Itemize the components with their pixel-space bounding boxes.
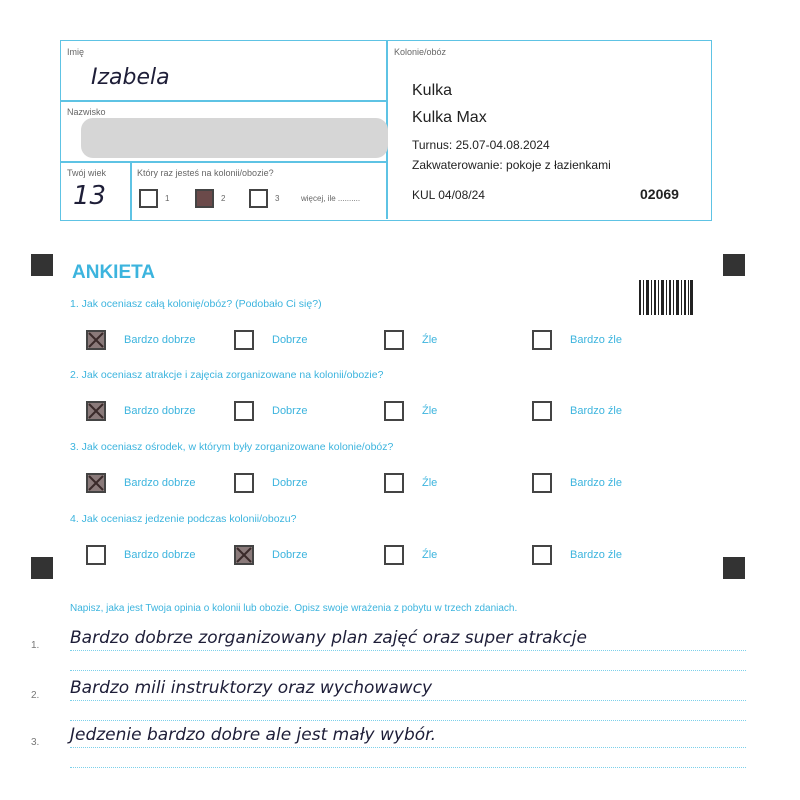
question-2-checkbox[interactable] — [86, 401, 106, 421]
question-1-checkbox[interactable] — [86, 330, 106, 350]
question-4-checkbox[interactable] — [532, 545, 552, 565]
surname-redaction — [81, 118, 388, 158]
times-checkbox-2[interactable] — [195, 189, 214, 208]
writing-line — [70, 720, 746, 721]
question-2-checkbox[interactable] — [384, 401, 404, 421]
camp-code: KUL 04/08/24 — [412, 188, 485, 202]
survey-title: ANKIETA — [72, 262, 156, 283]
question-3-option-label: Bardzo dobrze — [124, 477, 196, 489]
turnus-text: Turnus: 25.07-04.08.2024 — [412, 138, 550, 152]
times-option-2: 2 — [221, 194, 226, 203]
question-1-option-label: Dobrze — [272, 334, 308, 346]
writing-line — [70, 747, 746, 748]
question-1-checkbox[interactable] — [532, 330, 552, 350]
times-checkbox-3[interactable] — [249, 189, 268, 208]
surname-label: Nazwisko — [67, 107, 106, 117]
question-1-checkbox[interactable] — [234, 330, 254, 350]
registration-mark — [31, 254, 53, 276]
opinion-line-number: 2. — [31, 690, 40, 701]
question-2-checkbox[interactable] — [234, 401, 254, 421]
question-3-checkbox[interactable] — [86, 473, 106, 493]
question-3-checkbox[interactable] — [532, 473, 552, 493]
writing-line — [70, 650, 746, 651]
question-4-option-label: Bardzo dobrze — [124, 549, 196, 561]
question-4-option-label: Bardzo źle — [570, 549, 622, 561]
question-3-option-label: Dobrze — [272, 477, 308, 489]
age-value[interactable]: 13 — [73, 181, 107, 211]
times-option-1: 1 — [165, 194, 170, 203]
header-form — [60, 40, 712, 221]
opinion-line-text[interactable]: Jedzenie bardzo dobre ale jest mały wybór. — [70, 725, 436, 745]
question-3-checkbox[interactable] — [384, 473, 404, 493]
question-4-checkbox[interactable] — [384, 545, 404, 565]
writing-line — [70, 670, 746, 671]
name-value[interactable]: Izabela — [91, 65, 170, 90]
question-2-option-label: Źle — [422, 405, 438, 417]
question-1-checkbox[interactable] — [384, 330, 404, 350]
opinion-prompt: Napisz, jaka jest Twoja opinia o kolonii lub obozie. Opisz swoje wrażenia z pobytu w trzech zdaniach. — [70, 603, 518, 614]
question-4-option-label: Źle — [422, 549, 438, 561]
camp-label: Kolonie/obóz — [394, 47, 447, 57]
question-4-text: 4. Jak oceniasz jedzenie podczas kolonii/obozu? — [70, 513, 297, 525]
camp-subname: Kulka Max — [412, 109, 487, 126]
accommodation-text: Zakwaterowanie: pokoje z łazienkami — [412, 158, 611, 172]
name-label: Imię — [67, 47, 85, 57]
age-label: Twój wiek — [67, 168, 107, 178]
check-mark-icon — [88, 403, 104, 419]
writing-line — [70, 767, 746, 768]
question-2-option-label: Dobrze — [272, 405, 308, 417]
times-checkbox-1[interactable] — [139, 189, 158, 208]
question-2-option-label: Bardzo źle — [570, 405, 622, 417]
question-2-checkbox[interactable] — [532, 401, 552, 421]
question-3-option-label: Bardzo źle — [570, 477, 622, 489]
registration-mark — [723, 557, 745, 579]
registration-mark — [723, 254, 745, 276]
question-4-option-label: Dobrze — [272, 549, 308, 561]
question-1-option-label: Bardzo dobrze — [124, 334, 196, 346]
question-2-option-label: Bardzo dobrze — [124, 405, 196, 417]
question-1-option-label: Bardzo źle — [570, 334, 622, 346]
times-option-3: 3 — [275, 194, 280, 203]
opinion-line-text[interactable]: Bardzo mili instruktorzy oraz wychowawcy — [70, 678, 433, 698]
opinion-line-text[interactable]: Bardzo dobrze zorganizowany plan zajęć oraz super atrakcje — [70, 628, 587, 648]
question-3-text: 3. Jak oceniasz ośrodek, w którym były zorganizowane kolonie/obóz? — [70, 441, 394, 453]
opinion-line-number: 1. — [31, 640, 40, 651]
question-4-checkbox[interactable] — [86, 545, 106, 565]
times-label: Który raz jesteś na kolonii/obozie? — [137, 168, 274, 178]
writing-line — [70, 700, 746, 701]
question-3-checkbox[interactable] — [234, 473, 254, 493]
question-2-text: 2. Jak oceniasz atrakcje i zajęcia zorganizowane na kolonii/obozie? — [70, 369, 384, 381]
question-1-text: 1. Jak oceniasz całą kolonię/obóz? (Podobało Ci się?) — [70, 298, 322, 310]
opinion-line-number: 3. — [31, 737, 40, 748]
question-3-option-label: Źle — [422, 477, 438, 489]
question-1-option-label: Źle — [422, 334, 438, 346]
barcode — [639, 280, 693, 315]
check-mark-icon — [88, 475, 104, 491]
question-4-checkbox[interactable] — [234, 545, 254, 565]
times-more-label: więcej, ile .......... — [301, 194, 361, 203]
registration-mark — [31, 557, 53, 579]
check-mark-icon — [88, 332, 104, 348]
check-mark-icon — [236, 547, 252, 563]
form-number: 02069 — [640, 186, 679, 202]
camp-name: Kulka — [412, 82, 453, 99]
